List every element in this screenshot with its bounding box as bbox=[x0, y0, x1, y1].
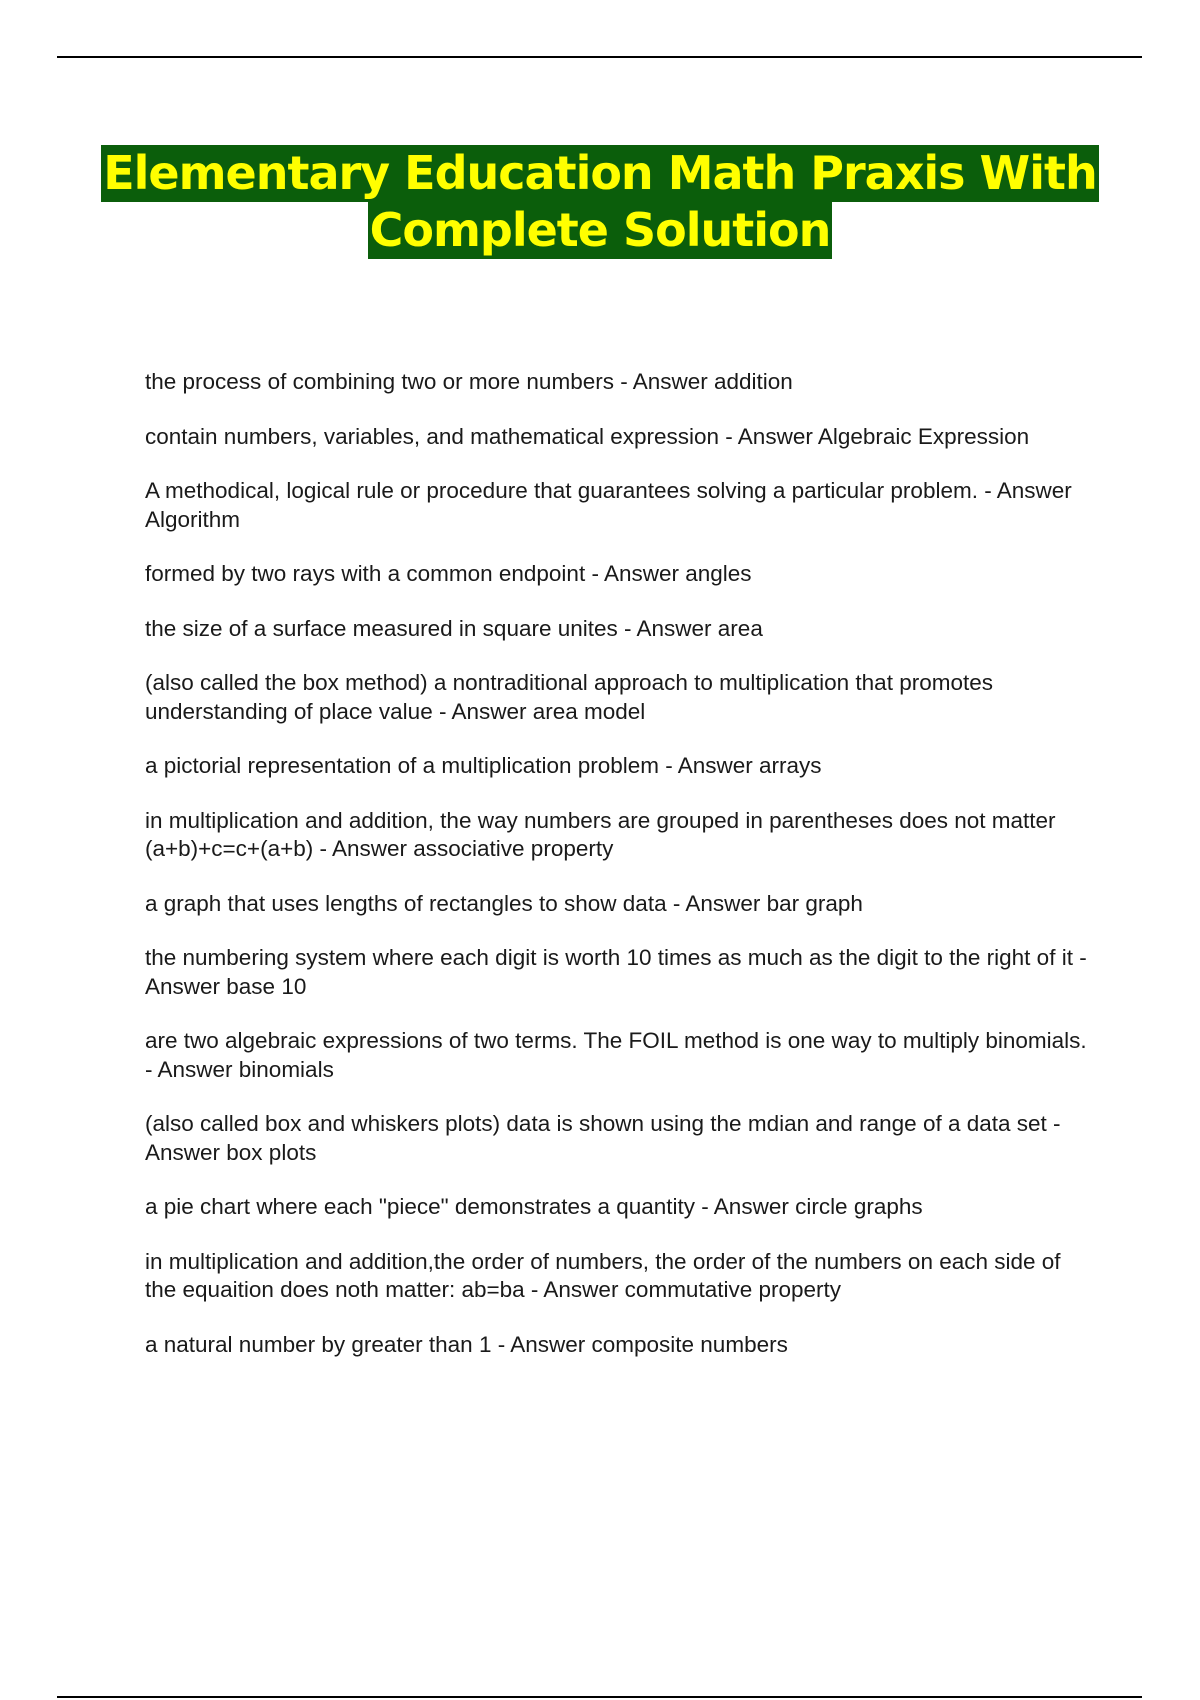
top-rule bbox=[57, 56, 1142, 58]
list-item: a natural number by greater than 1 - Answer composite numbers bbox=[145, 1331, 788, 1357]
list-item: the numbering system where each digit is worth 10 times as much as the digit to the right of it - Answer base 10 bbox=[145, 945, 1087, 999]
list-item: in multiplication and addition, the way numbers are grouped in parentheses does not matter (a+b)+c=c+(a+b) - Answer associative property bbox=[145, 807, 1056, 861]
list-item: a pie chart where each "piece" demonstrates a quantity - Answer circle graphs bbox=[145, 1194, 923, 1219]
page-title bbox=[100, 145, 1100, 259]
title-line-2: Complete Solution bbox=[369, 203, 831, 257]
list-item: the size of a surface measured in square unites - Answer area bbox=[145, 615, 763, 641]
list-item: formed by two rays with a common endpoint - Answer angles bbox=[145, 561, 752, 586]
title-line-1: Elementary Education Math Praxis With bbox=[103, 146, 1097, 200]
list-item: a pictorial representation of a multiplication problem - Answer arrays bbox=[145, 753, 822, 778]
bottom-rule bbox=[57, 1696, 1142, 1698]
list-item: contain numbers, variables, and mathematical expression - Answer Algebraic Expression bbox=[145, 423, 1030, 449]
list-item: the process of combining two or more numbers - Answer addition bbox=[145, 369, 793, 394]
list-item: in multiplication and addition,the order of numbers, the order of the numbers on each side of the equaition does noth matter: ab=ba - Answer commutative property bbox=[145, 1248, 1061, 1302]
list-item: (also called the box method) a nontraditional approach to multiplication that promotes understanding of place value - Answer area model bbox=[145, 670, 993, 724]
entry-list bbox=[145, 368, 1090, 1385]
list-item: (also called box and whiskers plots) data is shown using the mdian and range of a data set - Answer box plots bbox=[145, 1111, 1061, 1165]
list-item: are two algebraic expressions of two terms. The FOIL method is one way to multiply binomials. - Answer binomials bbox=[145, 1028, 1087, 1082]
list-item: A methodical, logical rule or procedure that guarantees solving a particular problem. - Answer Algorithm bbox=[145, 478, 1072, 532]
list-item: a graph that uses lengths of rectangles to show data - Answer bar graph bbox=[145, 890, 863, 916]
